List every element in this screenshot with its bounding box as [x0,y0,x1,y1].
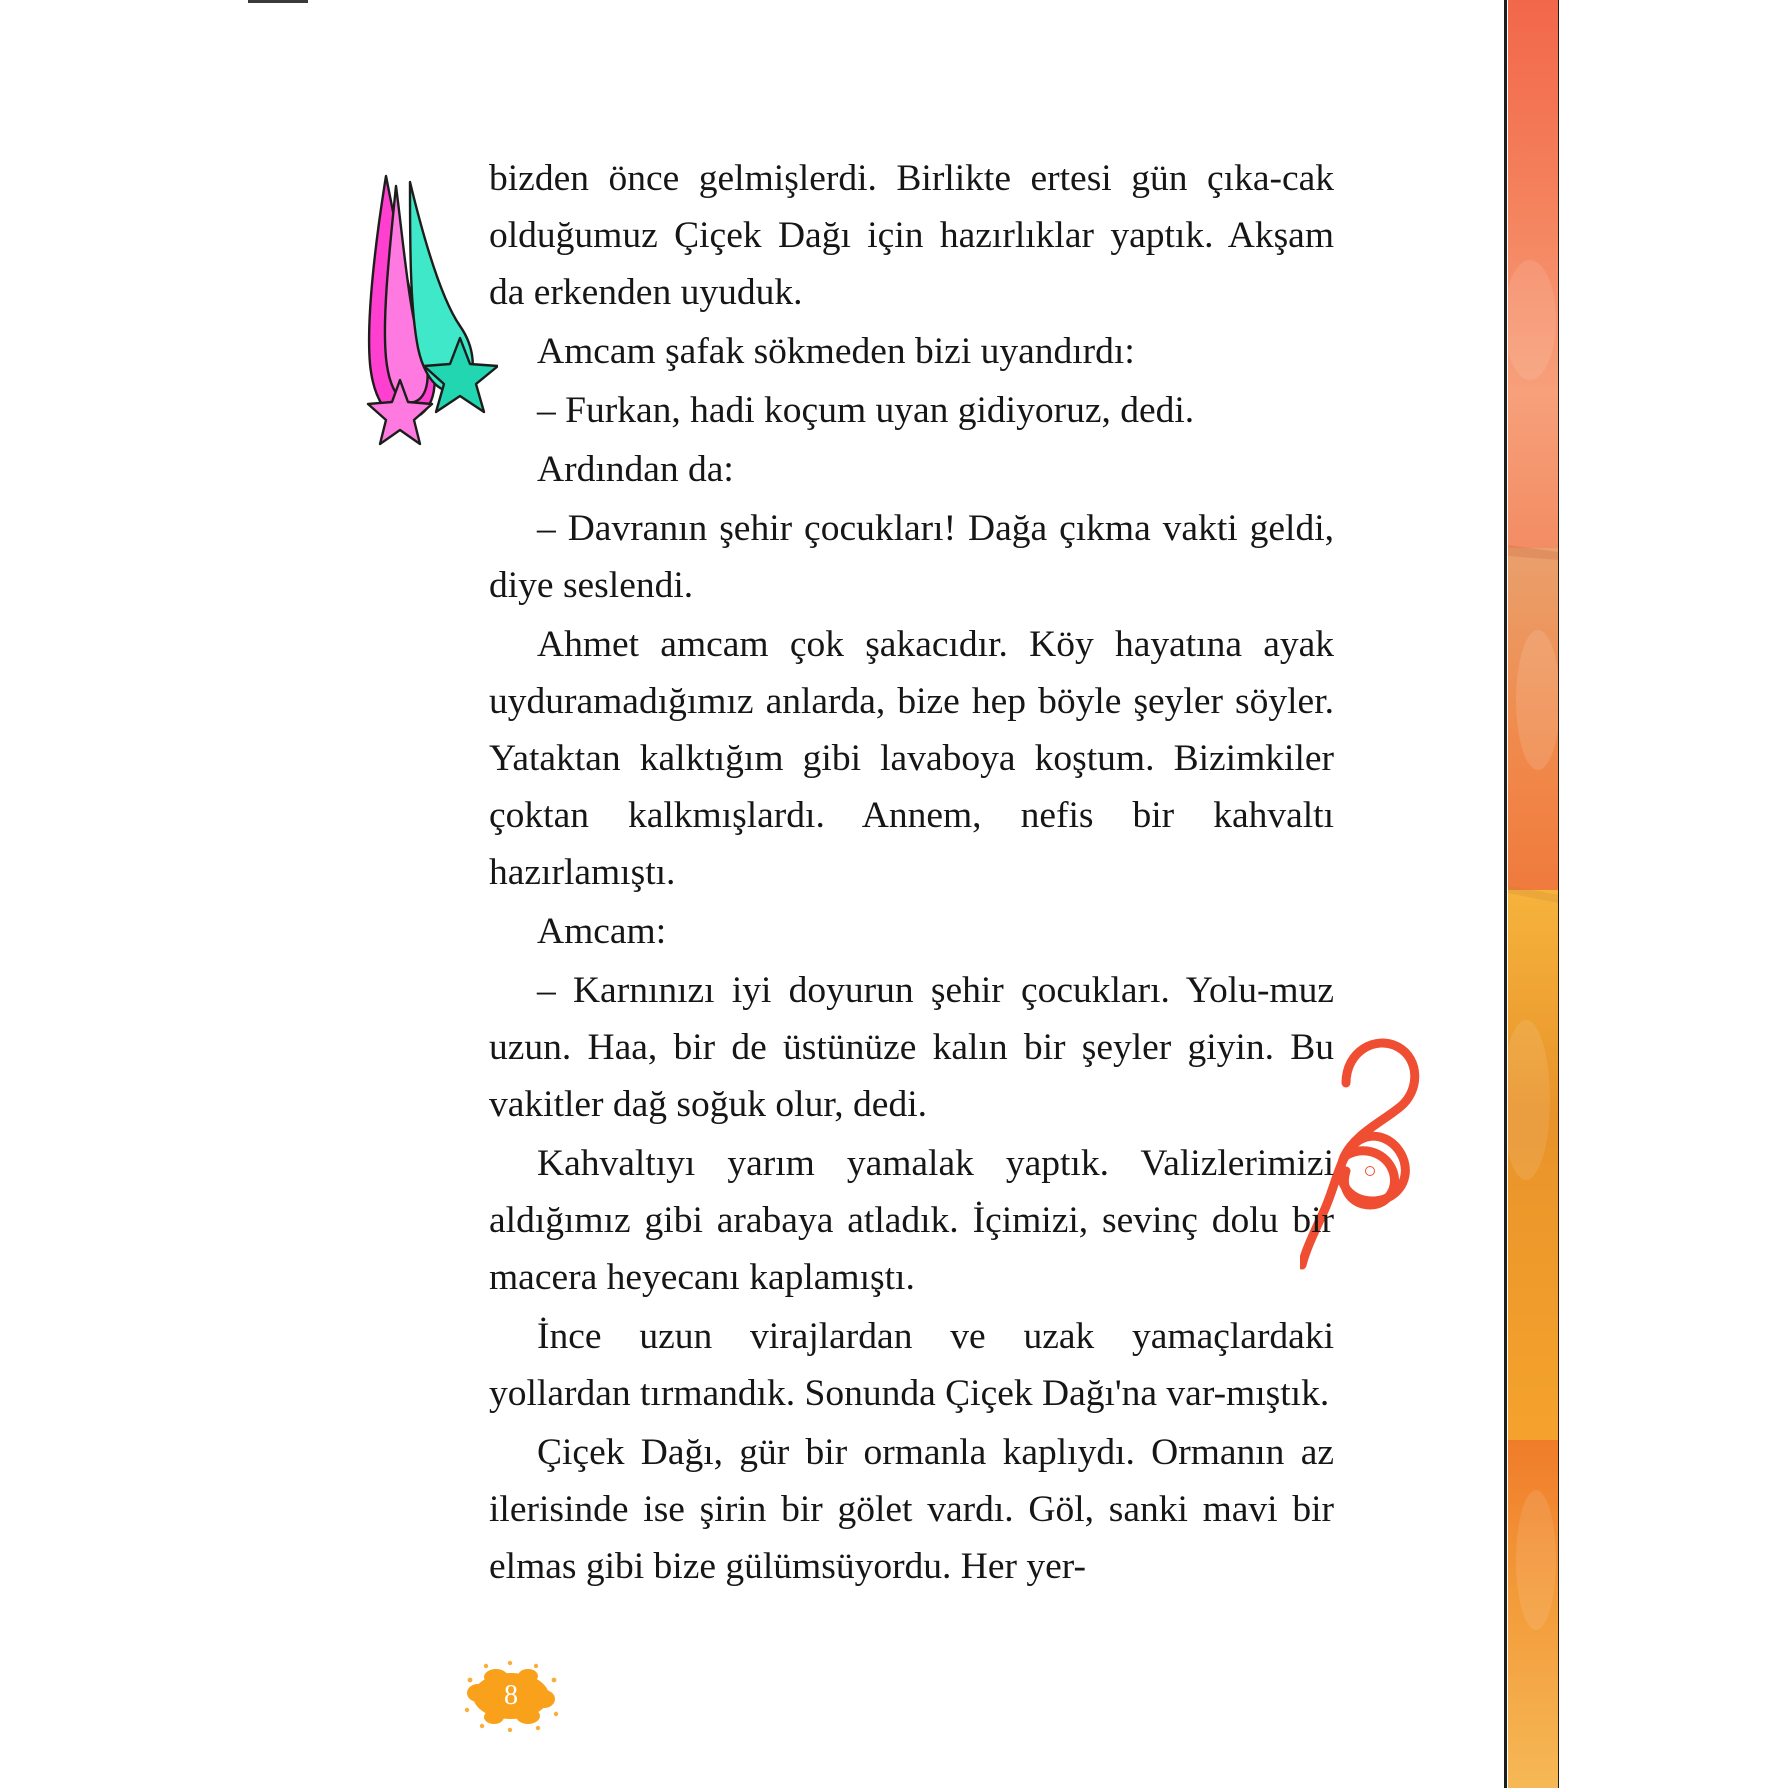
paragraph-5: – Davranın şehir çocukları! Dağa çıkma vakti geldi, diye seslendi. [489,508,1334,606]
paragraph-11: Çiçek Dağı, gür bir ormanla kaplıydı. Ormanın az ilerisinde ise şirin bir gölet vardı. Göl, sanki mavi bir elmas gibi bize gülümsüyordu. Her yer- [489,1432,1334,1587]
page-number-label: 8 [504,1680,518,1711]
paragraph-3: – Furkan, hadi koçum uyan gidiyoruz, dedi. [537,390,1195,431]
paragraph-6: Ahmet amcam çok şakacıdır. Köy hayatına ayak uyduramadığımız anlarda, bize hep böyle şeyler söyler. Yataktan kalktığım gibi lavaboya koştum. Bizimkiler çoktan kalkmışlardı. Annem, nefis bir kahvaltı hazırlamıştı. [489,624,1334,893]
paragraph-9: Kahvaltıyı yarım yamalak yaptık. Valizlerimizi aldığımız gibi arabaya atladık. İçimizi, sevinç dolu bir macera heyecanı kaplamıştı. [489,1143,1334,1298]
paragraph-7: Amcam: [537,911,667,952]
crop-mark [248,0,308,3]
paragraph-8: – Karnınızı iyi doyurun şehir çocukları. Yolu-muz uzun. Haa, bir de üstünüze kalın bir şeyler giyin. Bu vakitler dağ soğuk olur, dedi. [489,970,1334,1125]
page-number-badge [462,1660,560,1732]
paragraph-4: Ardından da: [537,449,734,490]
edge-rule-left [1504,0,1507,1788]
paragraph-2: Amcam şafak sökmeden bizi uyandırdı: [537,331,1135,372]
paragraph-1: bizden önce gelmişlerdi. Birlikte ertesi gün çıka-cak olduğumuz Çiçek Dağı için hazırlıklar yaptık. Akşam da erkenden uyuduk. [489,158,1334,313]
watercolor-edge-strip [1508,0,1558,1788]
paragraph-10: İnce uzun virajlardan ve uzak yamaçlardaki yollardan tırmandık. Sonunda Çiçek Dağı'na var-mıştık. [489,1316,1334,1414]
body-text [489,150,1334,1597]
shooting-star-icon [348,168,498,458]
